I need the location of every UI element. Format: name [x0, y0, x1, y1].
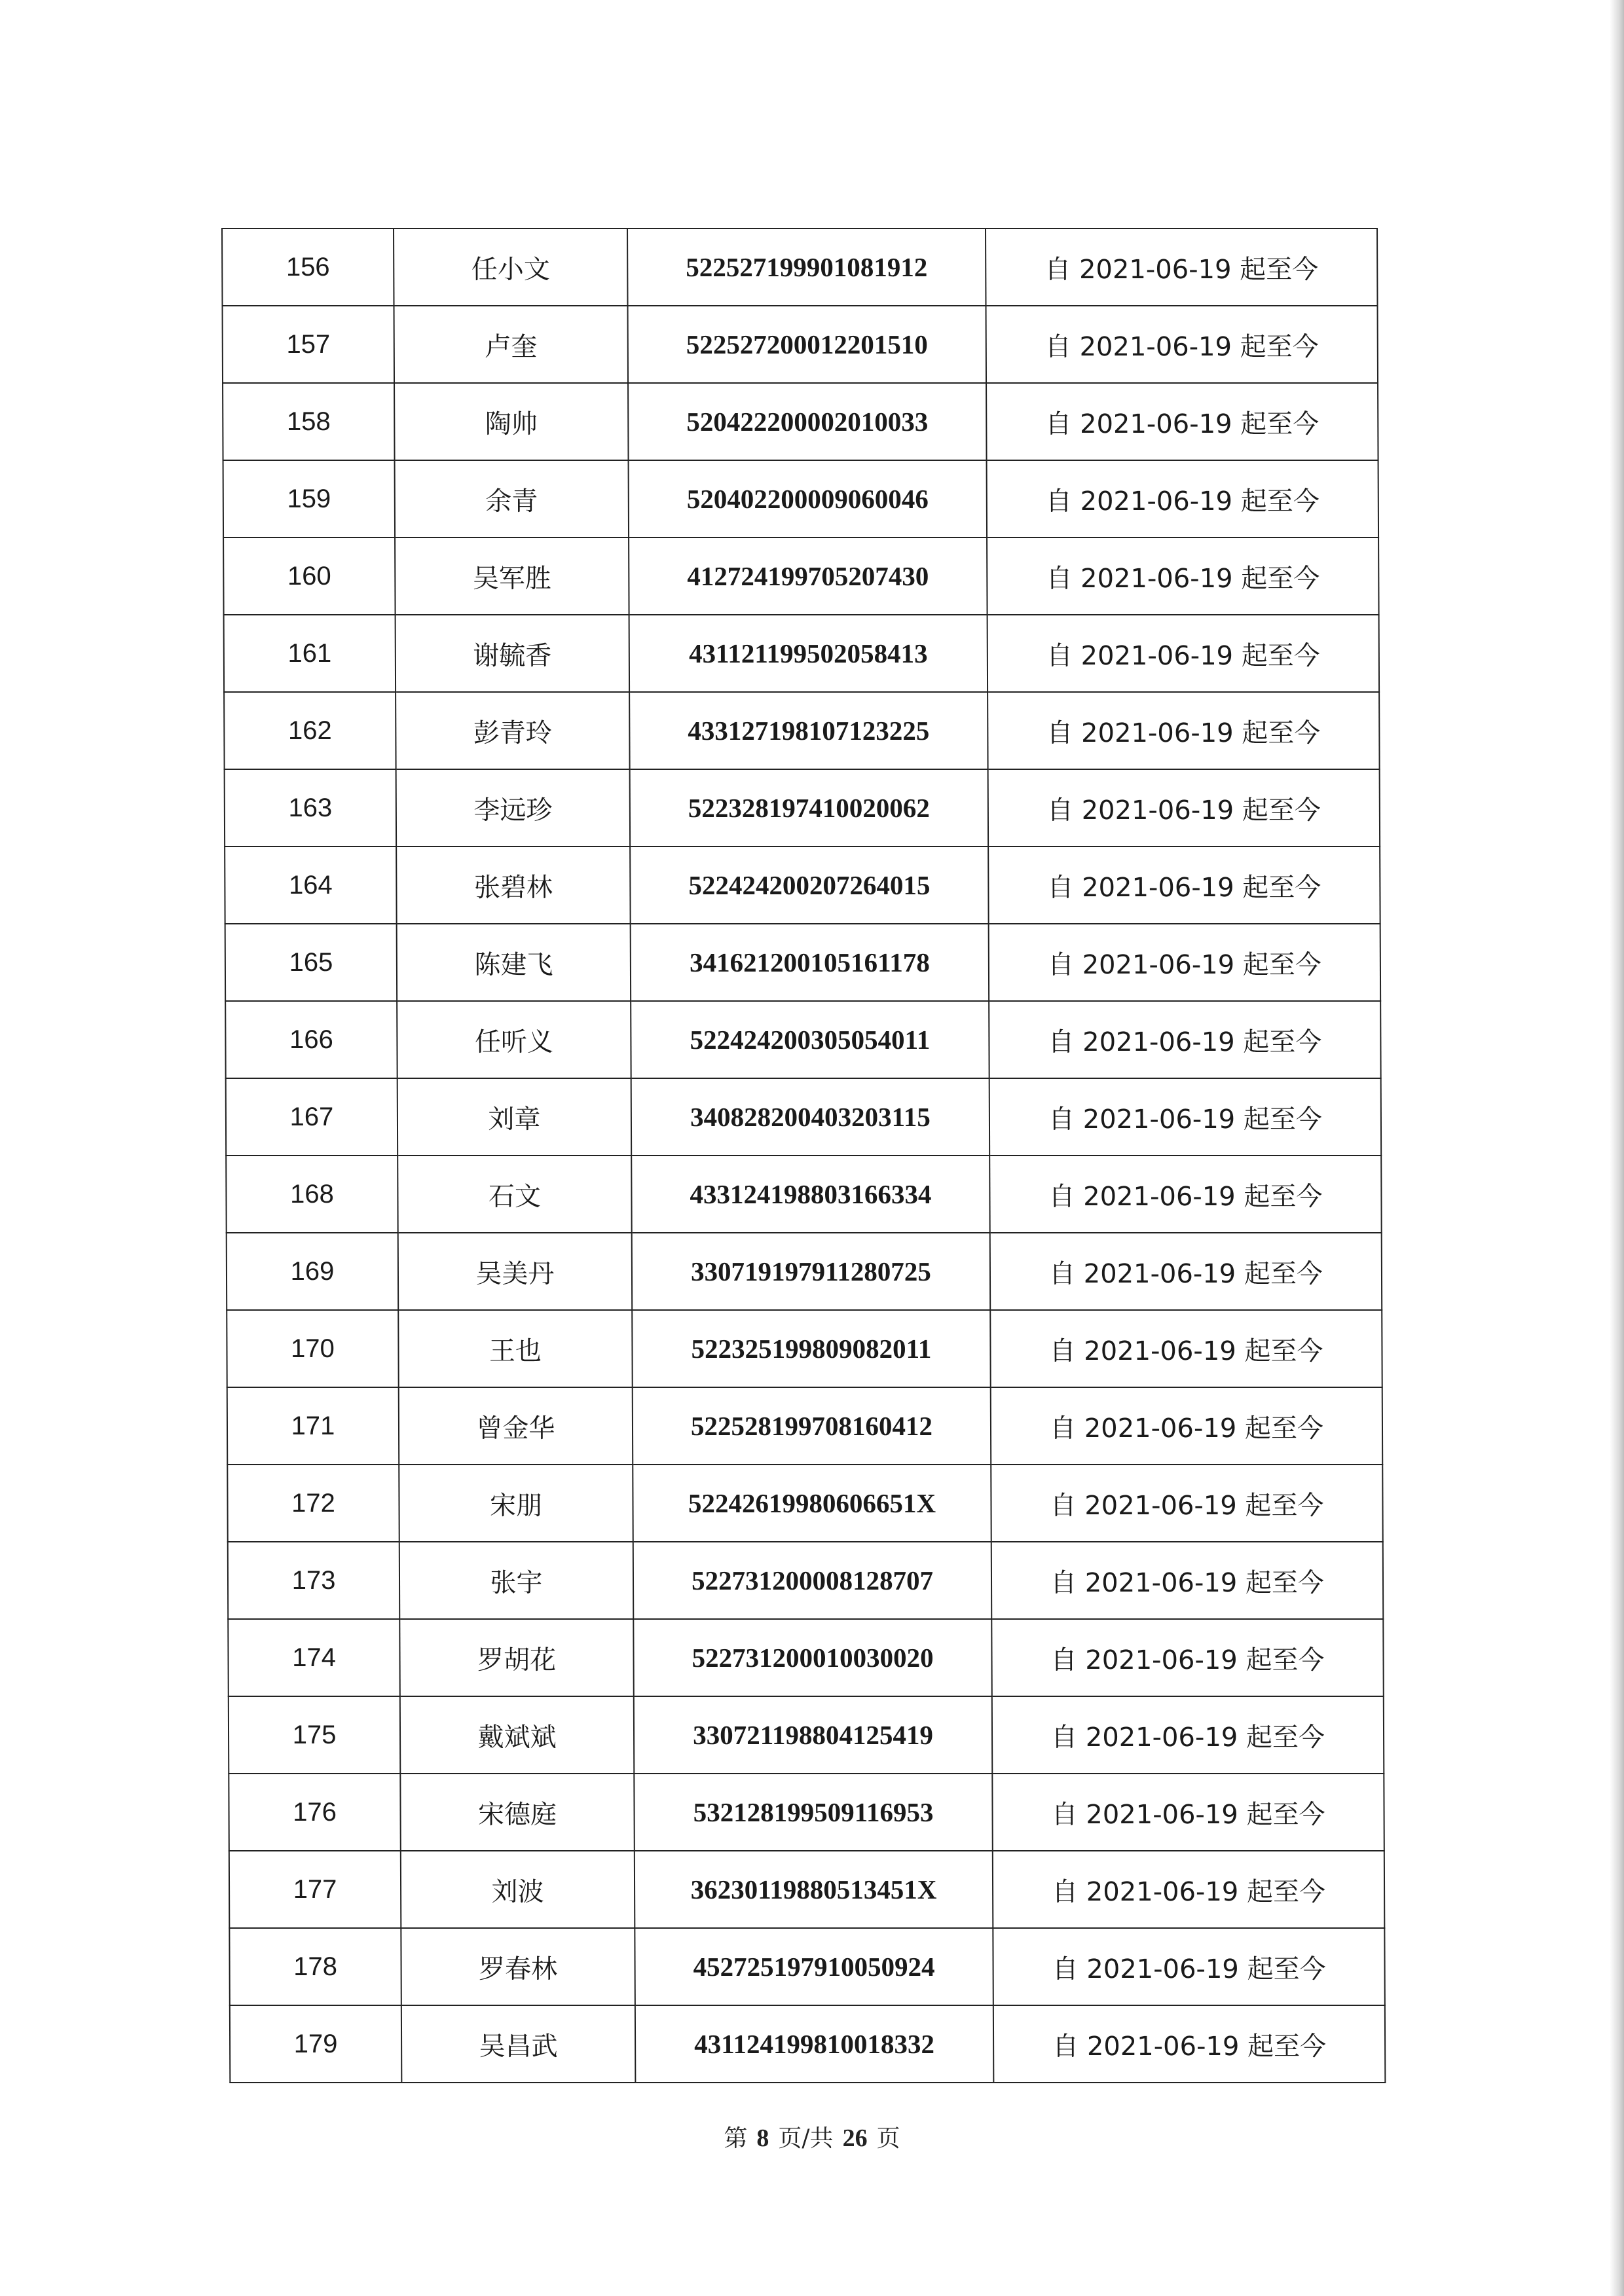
id-number-cell: 341621200105161178: [631, 924, 989, 1001]
footer-current-page: 8: [756, 2124, 769, 2152]
valid-period-cell: 自 2021-06-19 起至今: [991, 1619, 1384, 1696]
person-name-cell: 刘波: [401, 1851, 635, 1928]
valid-period-cell: 自 2021-06-19 起至今: [988, 847, 1380, 924]
row-number-cell: 165: [225, 924, 397, 1001]
table-row: [229, 1696, 1384, 1774]
row-number-cell: 166: [225, 1001, 397, 1078]
table-row: [230, 2005, 1386, 2083]
valid-period-cell: 自 2021-06-19 起至今: [993, 1851, 1385, 1928]
footer-suffix: 页: [876, 2125, 900, 2152]
person-name-cell: 石文: [397, 1156, 632, 1233]
row-number-cell: 177: [229, 1851, 401, 1928]
valid-period-cell: 自 2021-06-19 起至今: [992, 1696, 1384, 1774]
person-name-cell: 张碧林: [396, 847, 631, 924]
table-row: [226, 1078, 1382, 1156]
footer-middle: 页/共: [778, 2125, 834, 2152]
person-name-cell: 吴军胜: [395, 538, 629, 615]
id-number-cell: 522527200012201510: [628, 306, 987, 383]
id-number-cell: 522731200010030020: [633, 1619, 992, 1696]
valid-period-cell: 自 2021-06-19 起至今: [989, 1156, 1382, 1233]
row-number-cell: 163: [225, 769, 397, 847]
table-row: [227, 1233, 1382, 1310]
valid-period-cell: 自 2021-06-19 起至今: [989, 924, 1381, 1001]
valid-period-cell: 自 2021-06-19 起至今: [987, 460, 1379, 538]
table-row: [225, 769, 1380, 847]
row-number-cell: 160: [223, 538, 396, 615]
person-name-cell: 刘章: [397, 1078, 632, 1156]
id-number-cell: 520422200002010033: [628, 383, 987, 460]
person-name-cell: 张宇: [399, 1542, 634, 1619]
row-number-cell: 171: [227, 1387, 399, 1465]
valid-period-cell: 自 2021-06-19 起至今: [987, 615, 1380, 692]
id-number-cell: 522731200008128707: [633, 1542, 992, 1619]
row-number-cell: 176: [229, 1774, 401, 1851]
table-row: [229, 1851, 1385, 1928]
valid-period-cell: 自 2021-06-19 起至今: [990, 1233, 1382, 1310]
id-number-cell: 522328197410020062: [630, 769, 989, 847]
person-name-cell: 王也: [398, 1310, 633, 1387]
row-number-cell: 167: [226, 1078, 398, 1156]
table-row: [227, 1387, 1383, 1465]
row-number-cell: 178: [229, 1928, 401, 2005]
row-number-cell: 172: [227, 1465, 399, 1542]
table-row: [225, 924, 1381, 1001]
id-number-cell: 522325199809082011: [632, 1310, 991, 1387]
person-name-cell: 李远珍: [396, 769, 631, 847]
table-row: [228, 1619, 1384, 1696]
id-number-cell: 412724199705207430: [629, 538, 987, 615]
table-row: [225, 1001, 1381, 1078]
valid-period-cell: 自 2021-06-19 起至今: [987, 692, 1380, 769]
row-number-cell: 174: [228, 1619, 400, 1696]
table-row: [223, 383, 1378, 460]
valid-period-cell: 自 2021-06-19 起至今: [986, 228, 1378, 306]
valid-period-cell: 自 2021-06-19 起至今: [992, 1774, 1384, 1851]
id-number-cell: 532128199509116953: [634, 1774, 993, 1851]
table-row: [223, 538, 1379, 615]
person-name-cell: 戴斌斌: [400, 1696, 635, 1774]
table-row: [227, 1465, 1383, 1542]
row-number-cell: 170: [227, 1310, 399, 1387]
footer-total-pages: 26: [842, 2124, 868, 2152]
table-row: [228, 1542, 1384, 1619]
table-row: [224, 692, 1380, 769]
valid-period-cell: 自 2021-06-19 起至今: [990, 1310, 1382, 1387]
valid-period-cell: 自 2021-06-19 起至今: [991, 1465, 1383, 1542]
row-number-cell: 175: [229, 1696, 401, 1774]
id-number-cell: 431121199502058413: [629, 615, 988, 692]
row-number-cell: 162: [224, 692, 396, 769]
table-row: [225, 847, 1380, 924]
valid-period-cell: 自 2021-06-19 起至今: [987, 538, 1379, 615]
person-name-cell: 任听义: [397, 1001, 631, 1078]
footer-prefix: 第: [724, 2125, 748, 2152]
table-row: [222, 228, 1378, 306]
person-name-cell: 谢毓香: [396, 615, 630, 692]
person-name-cell: 陶帅: [394, 383, 629, 460]
person-name-cell: 罗胡花: [399, 1619, 634, 1696]
table-row: [223, 460, 1379, 538]
table-row: [229, 1774, 1384, 1851]
id-number-cell: 330721198804125419: [634, 1696, 993, 1774]
table-row: [226, 1156, 1382, 1233]
person-name-cell: 陈建飞: [397, 924, 631, 1001]
valid-period-cell: 自 2021-06-19 起至今: [993, 1928, 1385, 2005]
valid-period-cell: 自 2021-06-19 起至今: [993, 2005, 1386, 2083]
table-row: [227, 1310, 1382, 1387]
table-row: [223, 306, 1378, 383]
id-number-cell: 36230119880513451X: [635, 1851, 993, 1928]
person-name-cell: 宋德庭: [400, 1774, 635, 1851]
row-number-cell: 159: [223, 460, 396, 538]
row-number-cell: 157: [223, 306, 395, 383]
valid-period-cell: 自 2021-06-19 起至今: [991, 1542, 1384, 1619]
roster-table-body: [222, 228, 1385, 2083]
id-number-cell: 522527199901081912: [627, 228, 986, 306]
valid-period-cell: 自 2021-06-19 起至今: [986, 306, 1378, 383]
id-number-cell: 522424200207264015: [630, 847, 989, 924]
valid-period-cell: 自 2021-06-19 起至今: [989, 1078, 1382, 1156]
row-number-cell: 169: [227, 1233, 399, 1310]
scan-edge-shadow: [1610, 0, 1624, 2296]
row-number-cell: 179: [230, 2005, 402, 2083]
person-name-cell: 罗春林: [401, 1928, 635, 2005]
table-row: [224, 615, 1380, 692]
person-name-cell: 余青: [395, 460, 629, 538]
id-number-cell: 433127198107123225: [629, 692, 988, 769]
id-number-cell: 433124198803166334: [631, 1156, 990, 1233]
page-footer: [0, 2120, 1624, 2153]
row-number-cell: 168: [226, 1156, 398, 1233]
person-name-cell: 彭青玲: [396, 692, 630, 769]
person-name-cell: 吴美丹: [398, 1233, 633, 1310]
person-name-cell: 曾金华: [399, 1387, 633, 1465]
person-name-cell: 卢奎: [394, 306, 629, 383]
valid-period-cell: 自 2021-06-19 起至今: [991, 1387, 1383, 1465]
person-name-cell: 吴昌武: [401, 2005, 636, 2083]
id-number-cell: 520402200009060046: [629, 460, 987, 538]
row-number-cell: 173: [228, 1542, 400, 1619]
table-row: [229, 1928, 1385, 2005]
id-number-cell: 52242619980606651X: [633, 1465, 991, 1542]
person-name-cell: 任小文: [394, 228, 628, 306]
id-number-cell: 522424200305054011: [631, 1001, 989, 1078]
id-number-cell: 522528199708160412: [633, 1387, 991, 1465]
row-number-cell: 156: [222, 228, 394, 306]
id-number-cell: 330719197911280725: [632, 1233, 991, 1310]
id-number-cell: 340828200403203115: [631, 1078, 990, 1156]
person-name-cell: 宋朋: [399, 1465, 633, 1542]
row-number-cell: 161: [224, 615, 396, 692]
valid-period-cell: 自 2021-06-19 起至今: [988, 769, 1380, 847]
row-number-cell: 158: [223, 383, 395, 460]
id-number-cell: 452725197910050924: [635, 1928, 993, 2005]
valid-period-cell: 自 2021-06-19 起至今: [989, 1001, 1381, 1078]
id-number-cell: 431124199810018332: [635, 2005, 994, 2083]
valid-period-cell: 自 2021-06-19 起至今: [986, 383, 1378, 460]
row-number-cell: 164: [225, 847, 397, 924]
roster-table: [221, 228, 1386, 2083]
